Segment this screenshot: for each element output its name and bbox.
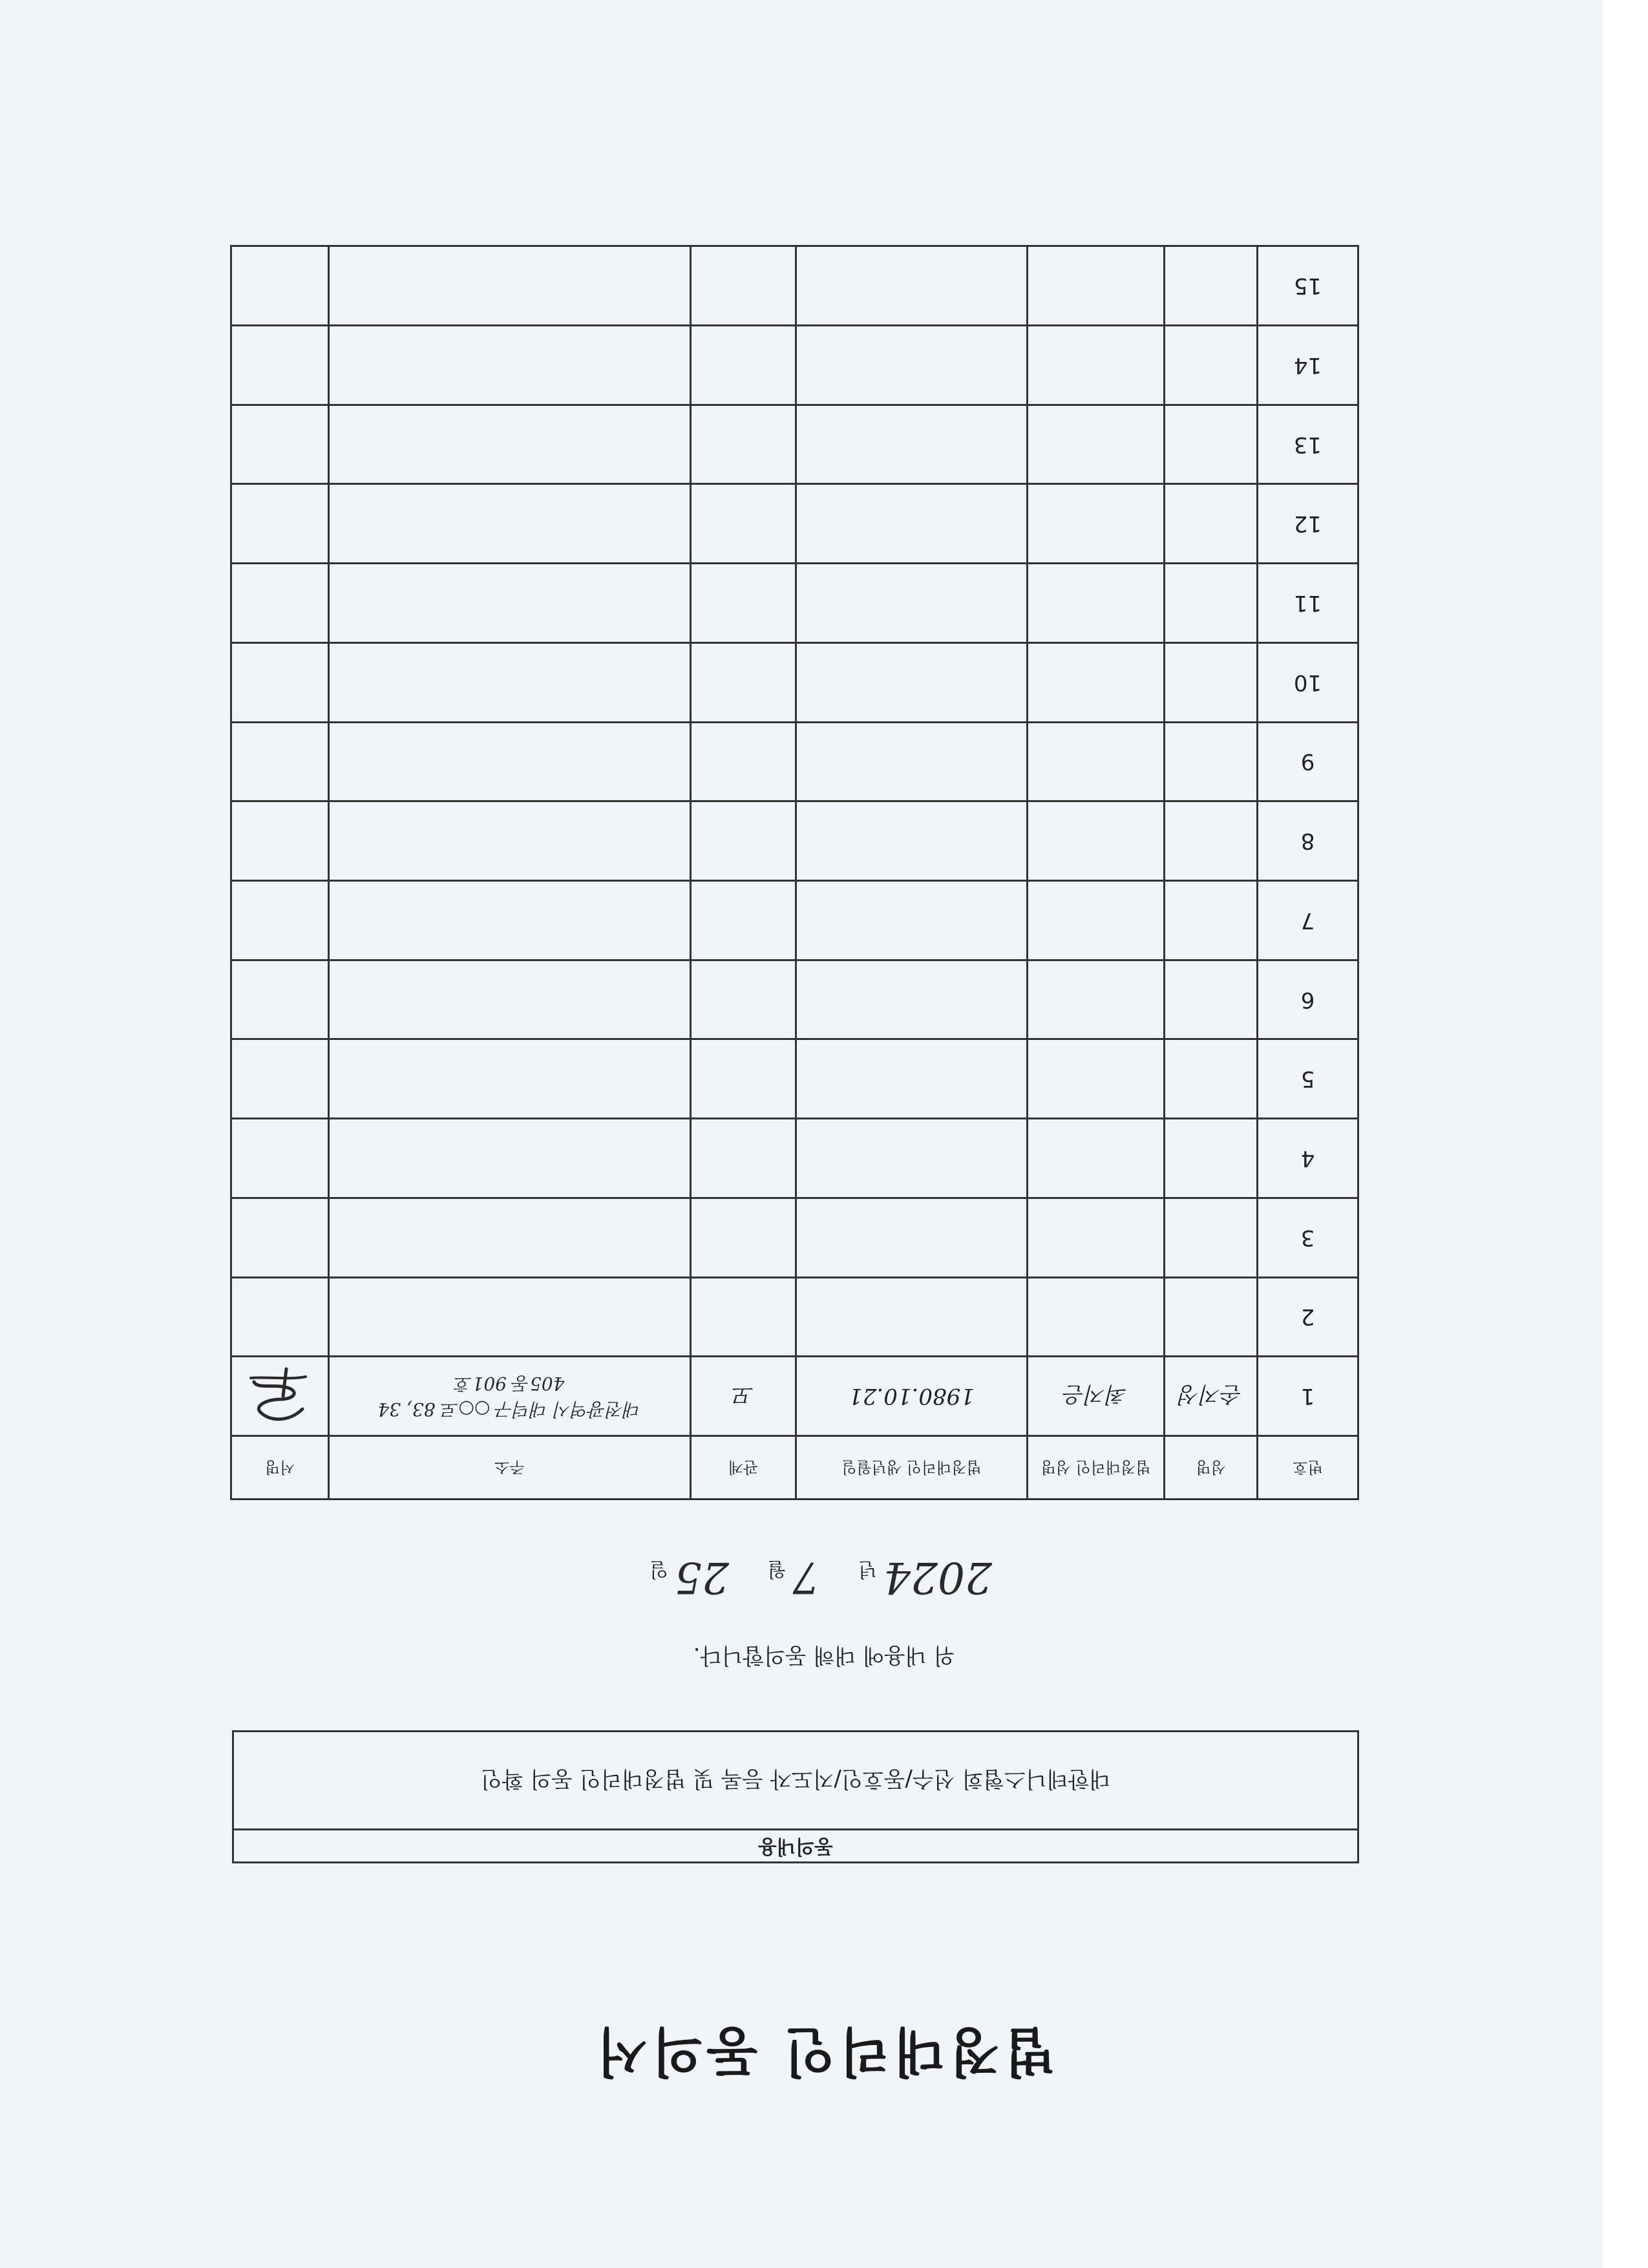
cell-relation: 모 <box>691 1357 796 1436</box>
cell-no: 2 <box>1258 1277 1358 1357</box>
table-row <box>231 642 1358 722</box>
header-guardian-name: 법정대리인 성명 <box>1028 1436 1165 1500</box>
table-row <box>231 1119 1358 1198</box>
cell-signature <box>231 1357 329 1436</box>
table-row <box>231 405 1358 484</box>
cell-no: 6 <box>1258 960 1358 1039</box>
consent-header: 동의내용 <box>234 1828 1357 1861</box>
cell-address <box>329 1357 691 1436</box>
table-row <box>231 1198 1358 1277</box>
table-row <box>231 484 1358 564</box>
date-month-unit: 월 <box>767 1558 787 1580</box>
table-row <box>231 1357 1358 1436</box>
header-no: 번호 <box>1258 1436 1358 1500</box>
table-row <box>231 325 1358 405</box>
date-year-unit: 년 <box>858 1558 878 1580</box>
address-line1: 대전광역시 대덕구 ○○로 83, 34 <box>377 1399 642 1421</box>
table-row <box>231 1277 1358 1357</box>
address-line2: 405동 901호 <box>454 1373 565 1395</box>
cell-no: 4 <box>1258 1119 1358 1198</box>
table-row <box>231 722 1358 801</box>
date-day: 25 <box>674 1553 729 1602</box>
cell-no: 11 <box>1258 564 1358 643</box>
table-row <box>231 246 1358 326</box>
date-day-unit: 일 <box>650 1558 668 1580</box>
cell-no: 10 <box>1258 642 1358 722</box>
page-title: 법정대리인 동의서 <box>592 2020 1056 2082</box>
table-header-row <box>231 1436 1358 1500</box>
cell-no: 1 <box>1258 1357 1358 1436</box>
header-address: 주소 <box>329 1436 691 1500</box>
header-name: 성명 <box>1165 1436 1258 1500</box>
cell-no: 9 <box>1258 722 1358 801</box>
handwritten-signature <box>244 1364 315 1428</box>
consent-box <box>232 1730 1359 1863</box>
date-line <box>0 1553 1648 1602</box>
header-guardian-birth: 법정대리인 생년월일 <box>796 1436 1028 1500</box>
guardian-table <box>230 245 1359 1500</box>
header-signature: 서명 <box>231 1436 329 1500</box>
cell-no: 3 <box>1258 1198 1358 1277</box>
cell-no: 8 <box>1258 801 1358 881</box>
table-row <box>231 880 1358 960</box>
cell-no: 5 <box>1258 1039 1358 1119</box>
cell-guardian-name: 최지은 <box>1028 1357 1165 1436</box>
cell-no: 7 <box>1258 880 1358 960</box>
cell-guardian-birth: 1980.10.21 <box>796 1357 1028 1436</box>
cell-no: 14 <box>1258 325 1358 405</box>
date-month: 7 <box>792 1553 820 1602</box>
consent-body: 대한테니스협회 선수/동호인/지도자 등록 및 법정대리인 동의 확인 <box>480 1766 1111 1792</box>
cell-no: 12 <box>1258 484 1358 564</box>
cell-name: 손지성 <box>1165 1357 1258 1436</box>
table-row <box>231 1039 1358 1119</box>
table-row <box>231 960 1358 1039</box>
table-row <box>231 564 1358 643</box>
agreement-statement: 위 내용에 대해 동의합니다. <box>693 1642 955 1668</box>
cell-no: 15 <box>1258 246 1358 326</box>
header-relation: 관계 <box>691 1436 796 1500</box>
cell-no: 13 <box>1258 405 1358 484</box>
date-year: 2024 <box>883 1553 992 1602</box>
table-row <box>231 801 1358 881</box>
